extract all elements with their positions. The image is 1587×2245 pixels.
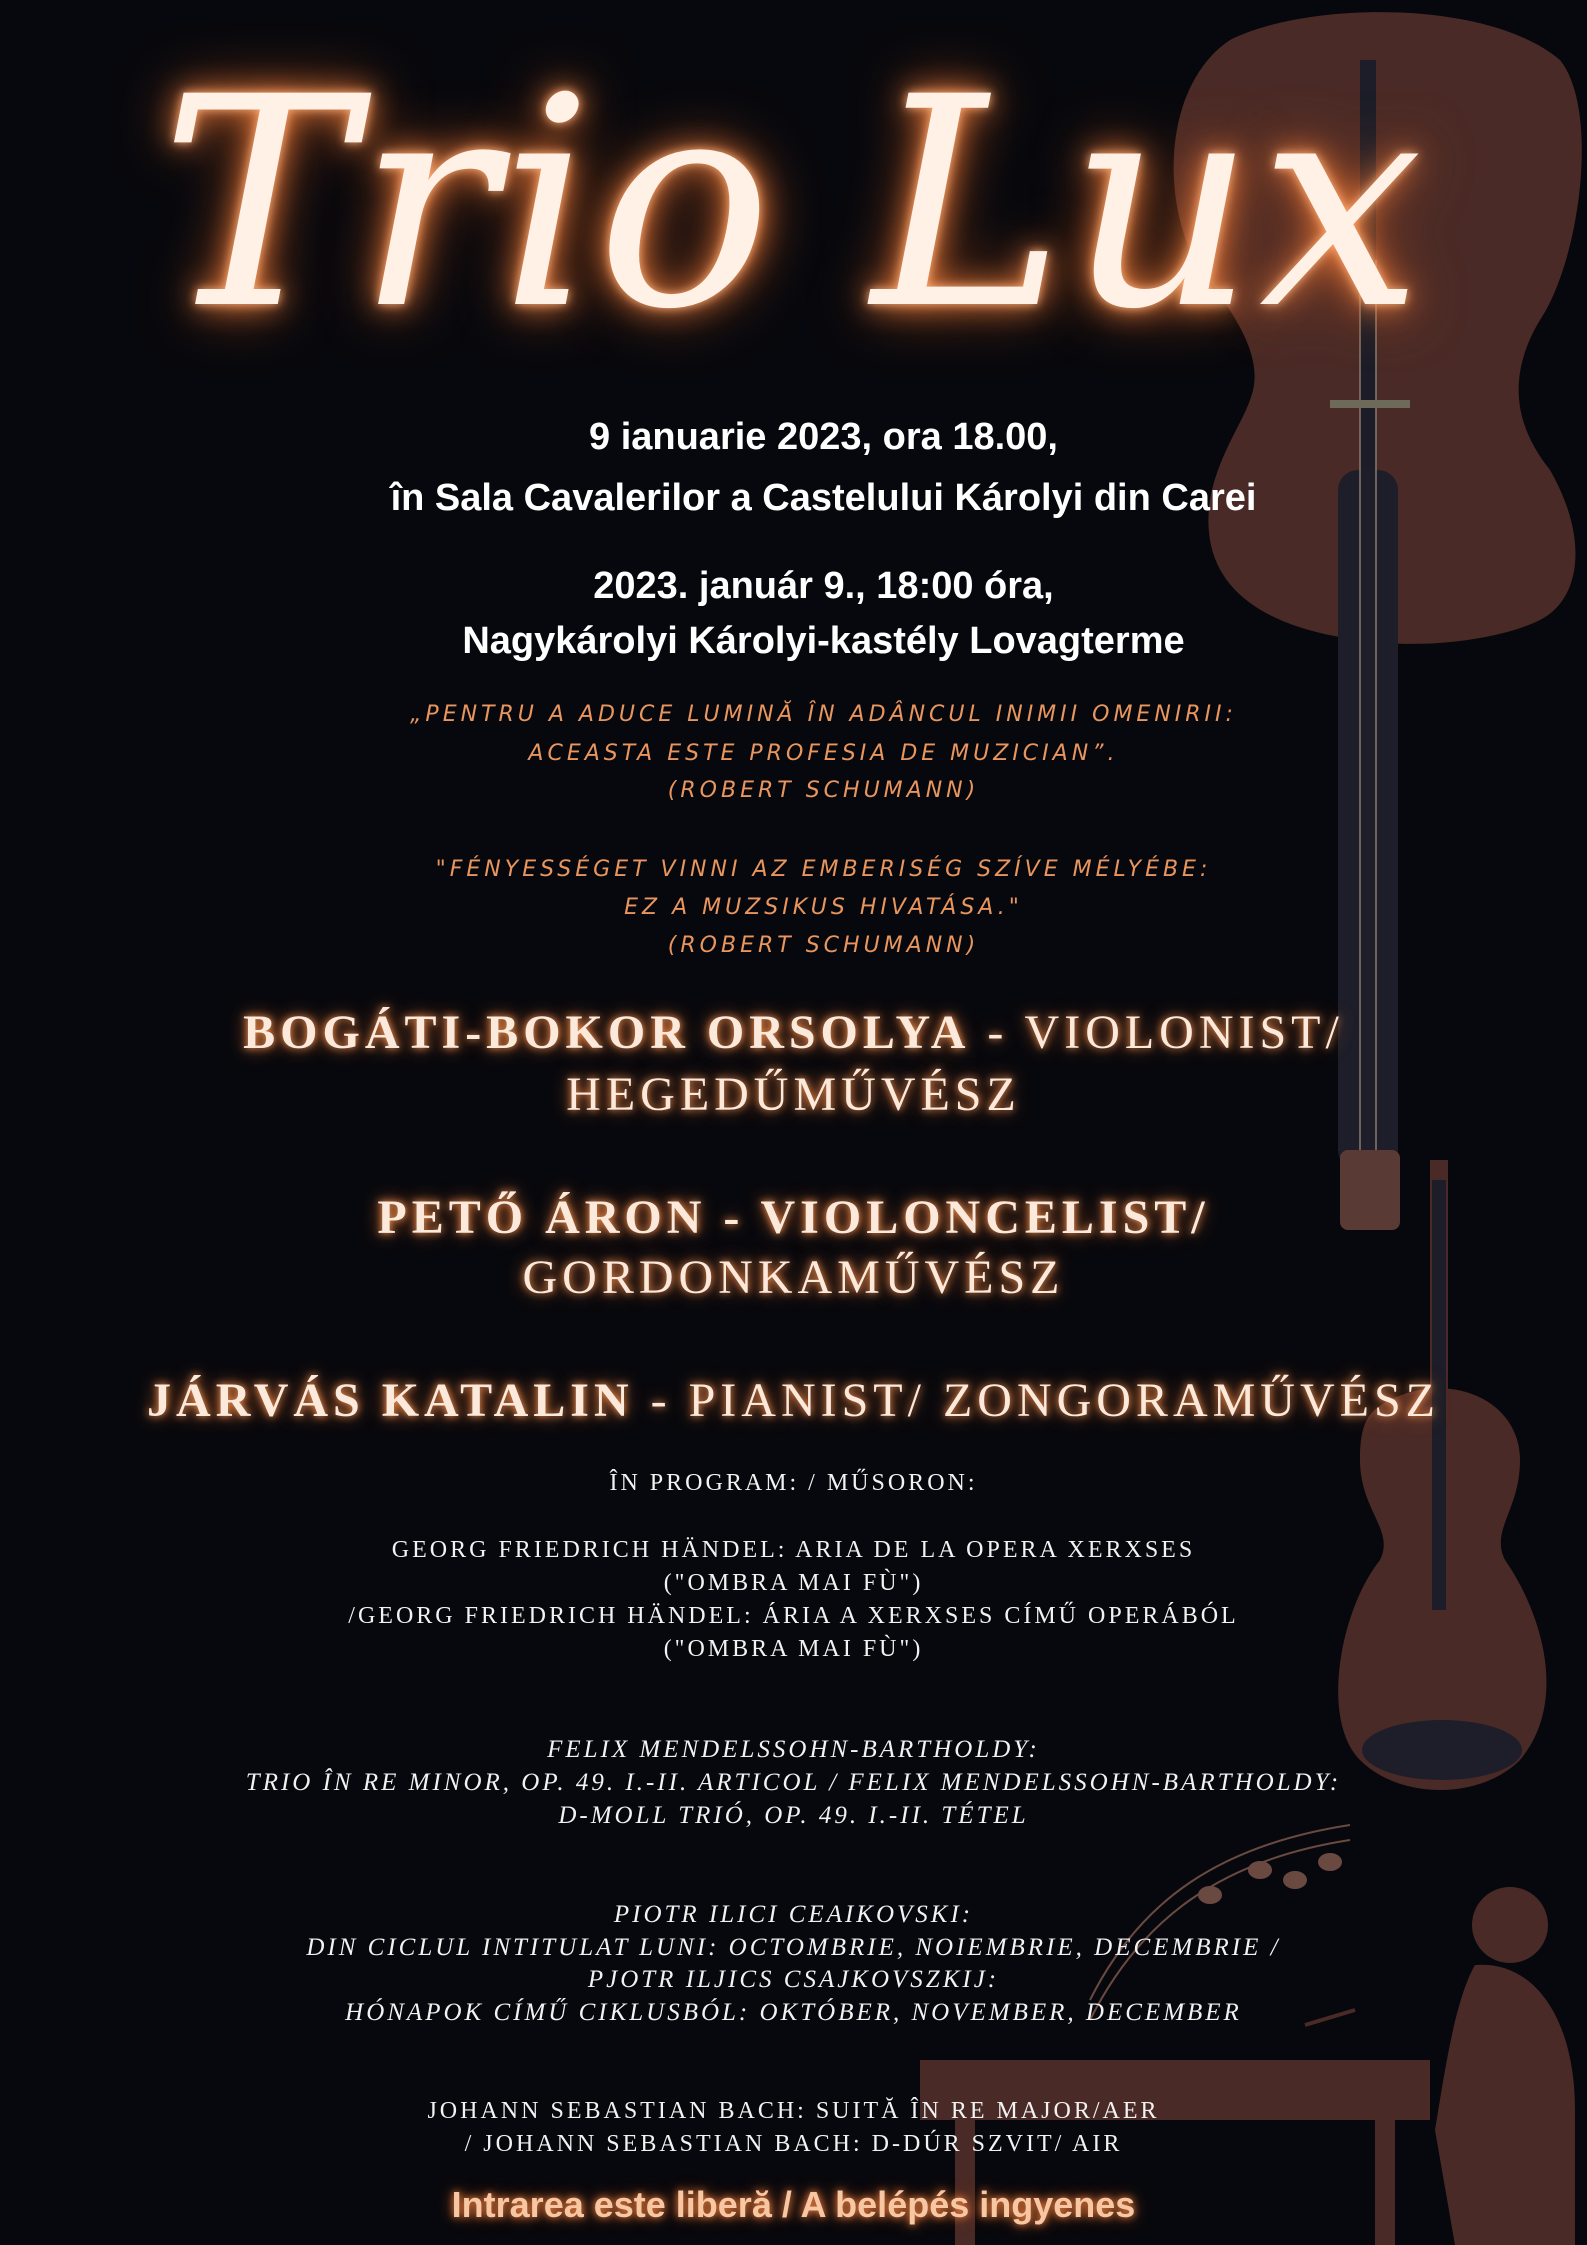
performer-name: BOGÁTI-BOKOR ORSOLYA (243, 1006, 971, 1059)
program-item-line: / JOHANN SEBASTIAN BACH: D-DÚR SZVIT/ AIR (464, 2131, 1123, 2157)
quote-ro-line: ACEASTA ESTE PROFESIA DE MUZICIAN”. (528, 741, 1119, 766)
performer-name: JÁRVÁS KATALIN (147, 1374, 634, 1427)
program-item-line: HÓNAPOK CÍMŰ CIKLUSBÓL: OKTÓBER, NOVEMBER, DECEMBER (345, 1999, 1242, 2026)
program-item-line: GEORG FRIEDRICH HÄNDEL: ARIA DE LA OPERA XERXSES (391, 1537, 1196, 1563)
performer-role: - VIOLONIST/ (970, 1006, 1344, 1059)
program-item-line: JOHANN SEBASTIAN BACH: SUITĂ ÎN RE MAJOR/AER (427, 2098, 1160, 2124)
program-item-line: PIOTR ILICI CEAIKOVSKI: (613, 1901, 974, 1928)
performer-role: - PIANIST/ ZONGORAMŰVÉSZ (633, 1374, 1440, 1427)
program-item-line: ("OMBRA MAI FÙ") (663, 1570, 924, 1596)
event-venue-hu: Nagykárolyi Károlyi-kastély Lovagterme (462, 620, 1185, 662)
performer-3 (0, 1373, 1587, 1428)
program-item-line: D-MOLL TRIÓ, OP. 49. I.-II. TÉTEL (558, 1802, 1029, 1829)
event-venue-ro: în Sala Cavalerilor a Castelului Károlyi din Carei (390, 477, 1257, 519)
program-item-line: FELIX MENDELSSOHN-BARTHOLDY: (547, 1736, 1040, 1763)
performer-1 (0, 1005, 1587, 1060)
quote-ro-line: „PENTRU A ADUCE LUMINĂ ÎN ADÂNCUL INIMII OMENIRII: (410, 702, 1237, 727)
program-heading: ÎN PROGRAM: / MŰSORON: (609, 1470, 978, 1496)
program-item-line: /GEORG FRIEDRICH HÄNDEL: ÁRIA A XERXSES CÍMŰ OPERÁBÓL (348, 1603, 1239, 1629)
quote-hu-line: "FÉNYESSÉGET VINNI AZ EMBERISÉG SZÍVE MÉLYÉBE: (435, 857, 1212, 882)
event-date-ro: 9 ianuarie 2023, ora 18.00, (589, 416, 1058, 458)
program-item-line: PJOTR ILJICS CSAJKOVSZKIJ: (587, 1966, 1000, 1993)
performer-1-role: HEGEDŰMŰVÉSZ (566, 1068, 1021, 1121)
event-title: Trio Lux (160, 36, 1427, 373)
quote-hu-author: (ROBERT SCHUMANN) (667, 933, 980, 958)
event-date-hu: 2023. január 9., 18:00 óra, (593, 565, 1054, 607)
quote-hu-line: EZ A MUZSIKUS HIVATÁSA." (624, 895, 1023, 920)
performer-2 (0, 1190, 1587, 1245)
program-item-line: TRIO ÎN RE MINOR, OP. 49. I.-II. ARTICOL / FELIX MENDELSSOHN-BARTHOLDY: (245, 1769, 1342, 1796)
performer-name: PETŐ ÁRON - VIOLONCELIST/ (377, 1191, 1210, 1244)
program-item-line: DIN CICLUL INTITULAT LUNI: OCTOMBRIE, NOIEMBRIE, DECEMBRIE / (306, 1934, 1281, 1961)
free-entry-note: Intrarea este liberă / A belépés ingyenes (451, 2184, 1136, 2225)
program-item-line: ("OMBRA MAI FÙ") (663, 1636, 924, 1662)
performer-2-role: GORDONKAMŰVÉSZ (522, 1251, 1065, 1304)
quote-ro-author: (ROBERT SCHUMANN) (667, 778, 980, 803)
